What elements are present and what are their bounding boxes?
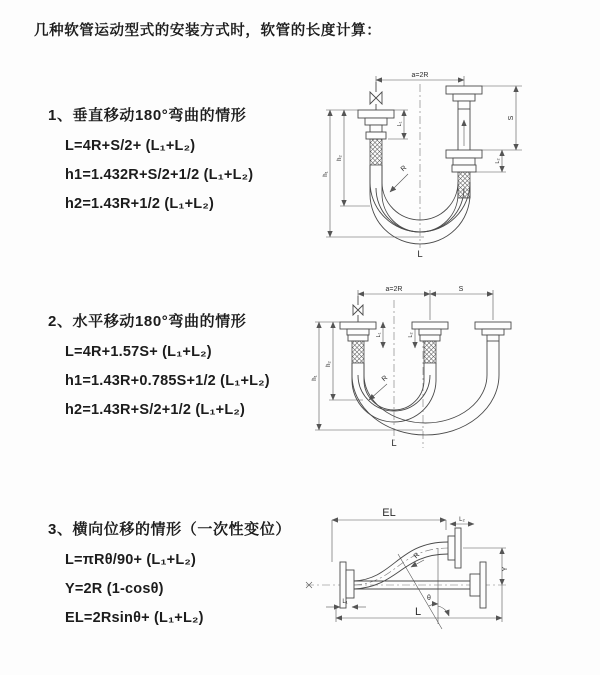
formula-length: L=πRθ/90+ (L₁+L₂) — [65, 552, 197, 568]
flange-fittings — [340, 528, 486, 608]
diagram-lateral-displacement — [298, 494, 598, 646]
flange-fittings — [340, 322, 511, 341]
dim-label-joint1: L₁ — [376, 332, 382, 338]
dim-label-el: EL — [382, 507, 396, 519]
dim-label-joint2: L₂ — [495, 158, 501, 164]
formula-h2: h2=1.43R+S/2+1/2 (L₁+L₂) — [65, 402, 246, 418]
valve-icon — [370, 92, 382, 104]
radius-leader — [411, 560, 424, 567]
curve-centerline — [354, 548, 448, 585]
section-lateral-displacement — [48, 518, 291, 626]
dim-label-h1: h₁ — [323, 171, 329, 177]
dim-label-length: L — [417, 249, 423, 260]
dim-label-travel: S — [508, 115, 515, 121]
formula-el: EL=2Rsinθ+ (L₁+L₂) — [65, 610, 204, 626]
radius-leader — [369, 384, 387, 400]
dim-label-length: L — [414, 606, 422, 618]
formula-y: Y=2R (1-cosθ) — [65, 581, 164, 597]
dim-label-h2: h₂ — [337, 155, 343, 161]
dimension-lines — [315, 290, 493, 430]
dim-label-joint1: L₁ — [342, 599, 348, 605]
dim-label-y: Y — [502, 566, 509, 572]
section-heading: 3、横向位移的情形（一次性变位） — [48, 521, 291, 538]
section-vertical-movement — [48, 104, 253, 212]
dim-label-joint1: L₁ — [397, 121, 403, 127]
section-heading: 2、水平移动180°弯曲的情形 — [48, 313, 247, 330]
diagram-vertical-180-bend — [312, 66, 597, 262]
section-heading: 1、垂直移动180°弯曲的情形 — [48, 107, 247, 124]
page-title: 几种软管运动型式的安装方式时，软管的长度计算： — [34, 23, 382, 39]
formula-h1: h1=1.432R+S/2+1/2 (L₁+L₂) — [65, 167, 254, 183]
dim-label-length: L — [391, 438, 397, 449]
section-horizontal-movement — [48, 310, 270, 418]
radius-leader — [390, 174, 408, 192]
dim-label-joint2: L₂ — [459, 517, 465, 523]
formula-length: L=4R+S/2+ (L₁+L₂) — [65, 138, 196, 154]
dim-label-radius: R — [399, 164, 409, 174]
diagram-horizontal-180-bend — [303, 280, 598, 458]
valve-icon — [353, 305, 363, 315]
dimension-lines — [326, 76, 522, 237]
dim-label-h1: h₁ — [312, 375, 318, 381]
dim-label-theta: θ — [427, 595, 431, 602]
dim-label-width: a=2R — [385, 286, 403, 293]
dim-label-radius: R — [412, 551, 422, 561]
dim-label-radius: R — [380, 374, 390, 384]
formula-h2: h2=1.43R+1/2 (L₁+L₂) — [65, 196, 215, 212]
formula-h1: h1=1.43R+0.785S+1/2 (L₁+L₂) — [65, 373, 270, 389]
formula-length: L=4R+1.57S+ (L₁+L₂) — [65, 344, 212, 360]
hose-outline — [352, 296, 499, 435]
dim-label-travel: S — [458, 286, 464, 293]
dim-label-joint2: L₂ — [408, 332, 414, 338]
dim-label-h2: h₂ — [326, 361, 332, 367]
dim-label-width: a=2R — [411, 72, 429, 79]
